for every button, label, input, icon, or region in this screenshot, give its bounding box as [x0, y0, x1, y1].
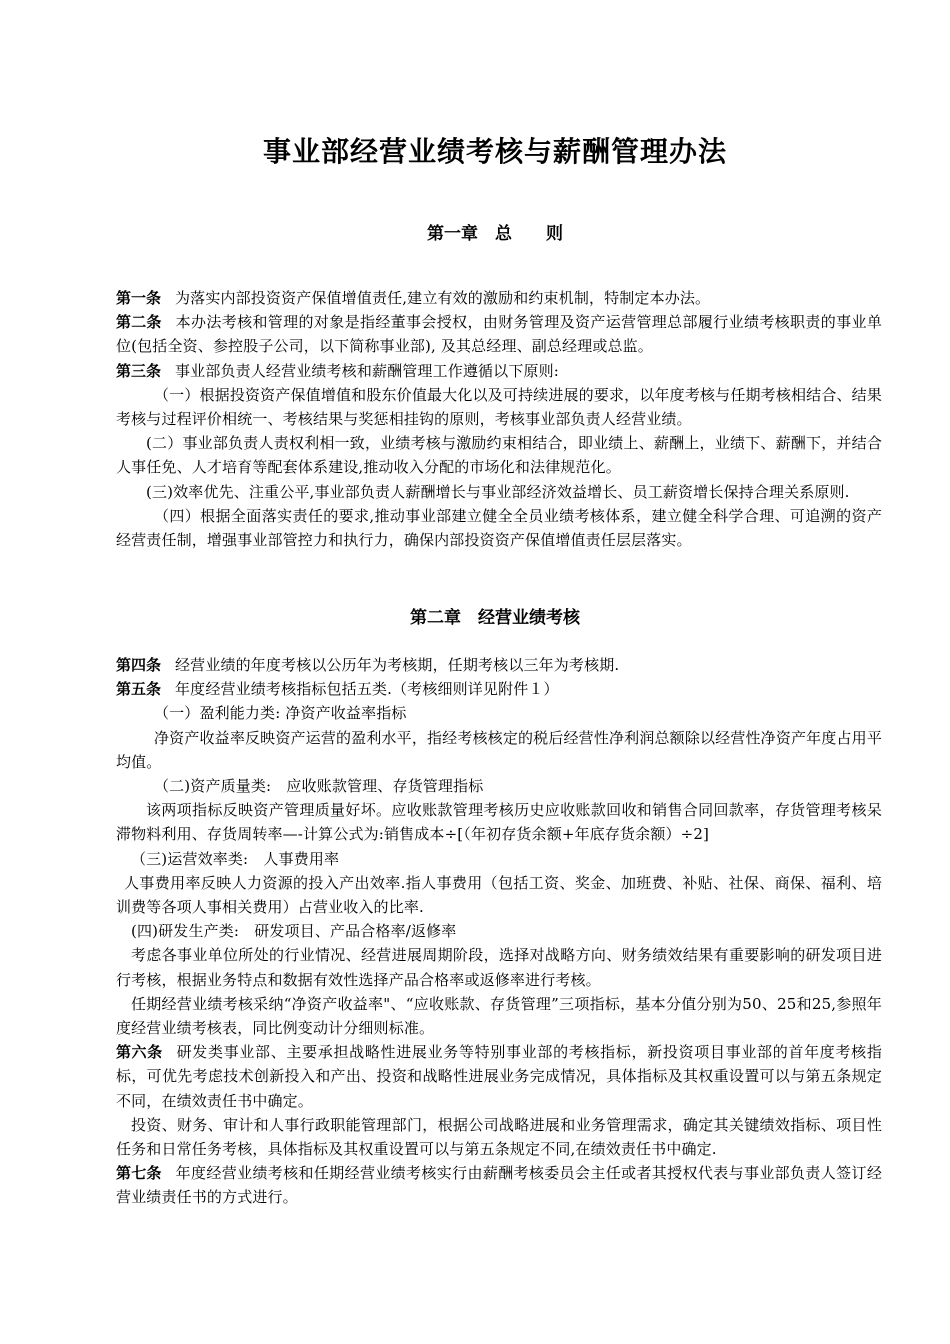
- article-6: [116, 1040, 882, 1113]
- functional-departments-paragraph: 投资、财务、审计和人事行政职能管理部门，根据公司战略进展和业务管理需求，确定其关键绩效指标、项目性任务和日常任务考核，具体指标及其权重设置可以与第五条规定不同,在绩效责任书中确定.: [116, 1115, 882, 1159]
- principle-4: （四）根据全面落实责任的要求,推动事业部建立健全全员业绩考核体系，建立健全科学合理、可追溯的资产经营责任制，增强事业部管控力和执行力，确保内部投资资产保值增值责任层层落实。: [116, 506, 882, 550]
- article-5: [116, 677, 882, 701]
- article-text: 研发类事业部、主要承担战略性进展业务等特别事业部的考核指标，新投资项目事业部的首年度考核指标，可优先考虑技术创新投入和产出、投资和战略性进展业务完成情况，具体指标及其权重设置可以与第五条规定不同，在绩效责任书中确定。: [116, 1043, 882, 1110]
- article-1: [116, 286, 882, 310]
- indicator-category-2: （二)资产质量类: 应收账款管理、存货管理指标: [154, 777, 484, 796]
- indicator-category-4: (四)研发生产类: 研发项目、产品合格率/返修率: [131, 922, 457, 941]
- chapter-2-body: [116, 653, 882, 1210]
- chapter-1-heading: 第一章 总 则: [427, 224, 563, 244]
- article-3: [116, 359, 882, 383]
- article-label: 第二条: [116, 313, 162, 332]
- indicator-description-4: 考虑各事业单位所处的行业情况、经营进展周期阶段，选择对战略方向、财务绩效结果有重要影响的研发项目进行考核，根据业务特点和数据有效性选择产品合格率或返修率进行考核。: [116, 946, 882, 989]
- article-text: 年度经营业绩考核和任期经营业绩考核实行由薪酬考核委员会主任或者其授权代表与事业部负责人签订经营业绩责任书的方式进行。: [116, 1164, 882, 1207]
- principle-2: (二）事业部负责人责权利相一致，业绩考核与激励约束相结合，即业绩上、薪酬上，业绩下、薪酬下，并结合人事任免、人才培育等配套体系建设,推动收入分配的市场化和法律规范化。: [116, 434, 882, 477]
- article-text: 事业部负责人经营业绩考核和薪酬管理工作遵循以下原则:: [175, 361, 559, 380]
- chapter-2-heading: 第二章 经营业绩考核: [410, 608, 580, 628]
- term-assessment-paragraph: 任期经营业绩考核采纳“净资产收益率"、“应收账款、存货管理”三项指标，基本分值分别为50、25和25,参照年度经营业绩考核表，同比例变动计分细则标准。: [116, 994, 882, 1038]
- article-text: 为落实内部投资资产保值增值责任,建立有效的激励和约束机制，特制定本办法。: [175, 289, 711, 307]
- article-label: 第四条: [116, 656, 162, 674]
- indicator-category-3: （三)运营效率类: 人事费用率: [131, 849, 340, 868]
- article-text: 年度经营业绩考核指标包括五类.（考核细则详见附件１）: [175, 680, 559, 699]
- article-4: [116, 653, 882, 677]
- article-label: 第七条: [116, 1164, 162, 1183]
- article-label: 第三条: [116, 361, 162, 380]
- article-text: 本办法考核和管理的对象是指经董事会授权，由财务管理及资产运营管理总部履行业绩考核职责的事业单位(包括全资、参控股子公司，以下简称事业部), 及其总经理、副总经理或总监。: [116, 313, 882, 356]
- article-7: [116, 1161, 882, 1209]
- indicator-description-1: 净资产收益率反映资产运营的盈利水平，指经考核核定的税后经营性净利润总额除以经营性净资产年度占用平均值。: [116, 728, 882, 771]
- article-label: 第五条: [116, 680, 162, 699]
- indicator-description-3: 人事费用率反映人力资源的投入产出效率.指人事费用（包括工资、奖金、加班费、补贴、社保、商保、福利、培训费等各项人事相关费用）占营业收入的比率.: [116, 873, 882, 917]
- principle-1: （一）根据投资资产保值增值和股东价值最大化以及可持续进展的要求，以年度考核与任期考核相结合、结果考核与过程评价相统一、考核结果与奖惩相挂钩的原则，考核事业部负责人经营业绩。: [116, 385, 882, 429]
- indicator-category-1: （一）盈利能力类: 净资产收益率指标: [154, 704, 407, 723]
- principle-3: (三)效率优先、注重公平,事业部负责人薪酬增长与事业部经济效益增长、员工薪资增长保持合理关系原则.: [146, 482, 850, 501]
- article-label: 第六条: [116, 1043, 163, 1062]
- document-title: 事业部经营业绩考核与薪酬管理办法: [262, 135, 727, 168]
- article-2: [116, 310, 882, 358]
- article-label: 第一条: [116, 289, 162, 307]
- article-text: 经营业绩的年度考核以公历年为考核期，任期考核以三年为考核期.: [175, 656, 620, 674]
- chapter-1-body: [116, 286, 882, 552]
- indicator-description-2: 该两项指标反映资产管理质量好坏。应收账款管理考核历史应收账款回收和销售合同回款率，存货管理考核呆滞物料利用、存货周转率—-计算公式为:销售成本÷[（年初存货余额+年底存货余额）÷2]: [116, 801, 882, 844]
